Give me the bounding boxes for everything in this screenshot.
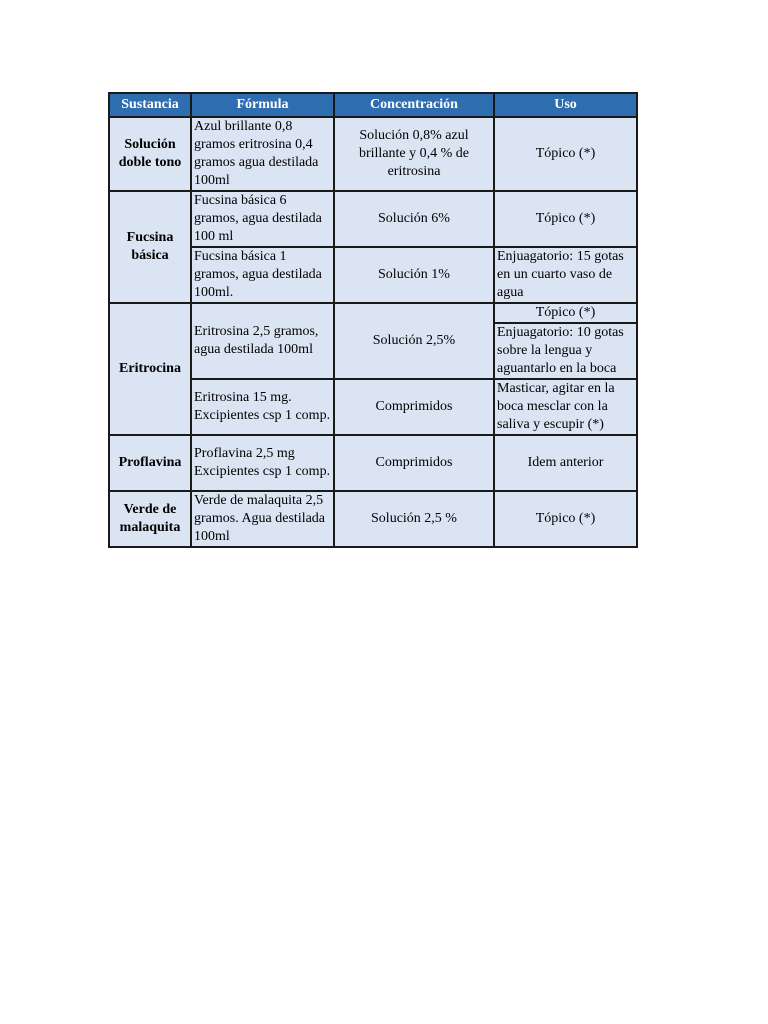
cell-uso: Enjuagatorio: 10 gotas sobre la lengua y aguantarlo en la boca bbox=[494, 323, 637, 379]
cell-uso: Idem anterior bbox=[494, 435, 637, 491]
cell-concentracion: Solución 6% bbox=[334, 191, 494, 247]
header-sustancia: Sustancia bbox=[109, 93, 191, 117]
cell-formula: Azul brillante 0,8 gramos eritrosina 0,4 gramos agua destilada 100ml bbox=[191, 117, 334, 191]
cell-formula: Proflavina 2,5 mg Excipientes csp 1 comp. bbox=[191, 435, 334, 491]
cell-sustancia: Eritrocina bbox=[109, 303, 191, 435]
table-row bbox=[109, 303, 637, 323]
cell-formula: Verde de malaquita 2,5 gramos. Agua destilada 100ml bbox=[191, 491, 334, 547]
cell-concentracion: Solución 2,5% bbox=[334, 303, 494, 379]
cell-sustancia: Proflavina bbox=[109, 435, 191, 491]
header-formula: Fórmula bbox=[191, 93, 334, 117]
substances-table bbox=[108, 92, 638, 548]
cell-uso: Tópico (*) bbox=[494, 303, 637, 323]
header-concentracion: Concentración bbox=[334, 93, 494, 117]
cell-concentracion: Comprimidos bbox=[334, 379, 494, 435]
cell-concentracion: Solución 2,5 % bbox=[334, 491, 494, 547]
cell-formula: Eritrosina 2,5 gramos, agua destilada 100ml bbox=[191, 303, 334, 379]
cell-sustancia: Fucsina básica bbox=[109, 191, 191, 303]
table-row bbox=[109, 117, 637, 191]
table-row bbox=[109, 491, 637, 547]
header-uso: Uso bbox=[494, 93, 637, 117]
cell-formula: Fucsina básica 1 gramos, agua destilada 100ml. bbox=[191, 247, 334, 303]
cell-formula: Fucsina básica 6 gramos, agua destilada 100 ml bbox=[191, 191, 334, 247]
table-row bbox=[109, 191, 637, 247]
cell-uso: Enjuagatorio: 15 gotas en un cuarto vaso de agua bbox=[494, 247, 637, 303]
cell-sustancia: Solución doble tono bbox=[109, 117, 191, 191]
cell-concentracion: Solución 1% bbox=[334, 247, 494, 303]
cell-uso: Tópico (*) bbox=[494, 491, 637, 547]
header-row bbox=[109, 93, 637, 117]
table-row bbox=[109, 435, 637, 491]
cell-formula: Eritrosina 15 mg. Excipientes csp 1 comp. bbox=[191, 379, 334, 435]
cell-concentracion: Solución 0,8% azul brillante y 0,4 % de eritrosina bbox=[334, 117, 494, 191]
cell-concentracion: Comprimidos bbox=[334, 435, 494, 491]
cell-uso: Masticar, agitar en la boca mesclar con la saliva y escupir (*) bbox=[494, 379, 637, 435]
cell-sustancia: Verde de malaquita bbox=[109, 491, 191, 547]
cell-uso: Tópico (*) bbox=[494, 191, 637, 247]
cell-uso: Tópico (*) bbox=[494, 117, 637, 191]
